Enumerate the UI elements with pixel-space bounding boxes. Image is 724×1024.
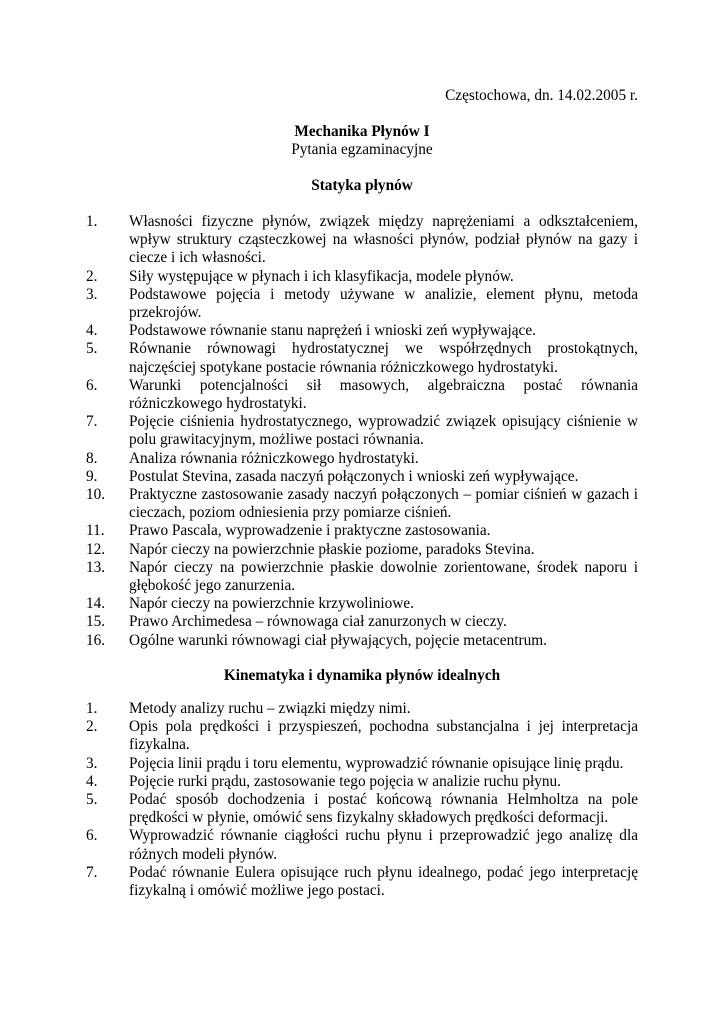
- question-number: 9.: [86, 467, 98, 485]
- list-item: [86, 322, 638, 340]
- list-item: [86, 486, 638, 522]
- question-number: 2.: [86, 267, 98, 285]
- question-number: 2.: [86, 718, 98, 736]
- question-number: 6.: [86, 827, 98, 845]
- question-text: Postulat Stevina, zasada naczyń połączonych i wnioski zeń wypływające.: [129, 467, 579, 485]
- question-number: 14.: [86, 595, 106, 613]
- document-subtitle: Pytania egzaminacyjne: [291, 141, 433, 158]
- question-number: 8.: [86, 449, 98, 467]
- question-text: Podstawowe równanie stanu naprężeń i wnioski zeń wypływające.: [129, 322, 536, 340]
- list-item: [86, 632, 638, 650]
- question-number: 5.: [86, 791, 98, 809]
- list-item: [86, 595, 638, 613]
- question-text: Prawo Pascala, wyprowadzenie i praktyczne zastosowania.: [129, 522, 491, 540]
- question-text: Warunki potencjalności sił masowych, algebraiczna postać równania różniczkowego hydrostatyki.: [129, 376, 638, 413]
- list-item: [86, 522, 638, 540]
- list-item: [86, 213, 638, 268]
- question-text: Napór cieczy na powierzchnie płaskie poziome, paradoks Stevina.: [129, 540, 535, 558]
- question-text: Analiza równania różniczkowego hydrostatyki.: [129, 449, 419, 467]
- question-text: Podać równanie Eulera opisujące ruch płynu idealnego, podać jego interpretację fizykalną i omówić możliwe jego postaci.: [129, 863, 638, 900]
- question-text: Pojęcie ciśnienia hydrostatycznego, wyprowadzić związek opisujący ciśnienie w polu grawitacyjnym, możliwe postaci równania.: [129, 413, 638, 449]
- list-item: [86, 791, 638, 827]
- question-list-statics: [86, 213, 638, 650]
- question-number: 3.: [86, 754, 98, 772]
- question-text: Pojęcie rurki prądu, zastosowanie tego pojęcia w analizie ruchu płynu.: [129, 772, 561, 790]
- list-item: [86, 613, 638, 631]
- list-item: [86, 700, 638, 718]
- list-item: [86, 450, 638, 468]
- list-item: [86, 268, 638, 286]
- question-text: Metody analizy ruchu – związki między nimi.: [129, 700, 411, 717]
- question-number: 5.: [86, 340, 98, 358]
- question-number: 3.: [86, 285, 98, 303]
- question-number: 1.: [86, 213, 98, 230]
- list-item: [86, 413, 638, 449]
- question-number: 1.: [86, 700, 98, 717]
- question-text: Wyprowadzić równanie ciągłości ruchu płynu i przeprowadzić jego analizę dla różnych modeli płynów.: [129, 827, 638, 863]
- list-item: [86, 827, 638, 863]
- question-text: Podać sposób dochodzenia i postać końcową równania Helmholtza na pole prędkości w płynie, omówić sens fizykalny składowych prędkości deformacji.: [129, 791, 638, 827]
- question-text: Równanie równowagi hydrostatycznej we współrzędnych prostokątnych, najczęściej spotykane postacie równania różniczkowego hydrostatyki.: [129, 340, 638, 376]
- question-text: Siły występujące w płynach i ich klasyfikacja, modele płynów.: [129, 267, 514, 285]
- question-text: Ogólne warunki równowagi ciał pływających, pojęcie metacentrum.: [129, 631, 547, 649]
- question-number: 7.: [86, 863, 98, 881]
- question-number: 10.: [86, 486, 106, 504]
- question-number: 7.: [86, 413, 98, 431]
- question-number: 15.: [86, 613, 106, 631]
- list-item: [86, 773, 638, 791]
- question-text: Napór cieczy na powierzchnie płaskie dowolnie zorientowane, środek naporu i głębokość jego zanurzenia.: [129, 558, 638, 595]
- section-heading-statics: Statyka płynów: [311, 177, 413, 194]
- list-item: [86, 541, 638, 559]
- list-item: [86, 718, 638, 754]
- question-text: Prawo Archimedesa – równowaga ciał zanurzonych w cieczy.: [129, 613, 507, 631]
- question-number: 4.: [86, 322, 98, 340]
- question-number: 16.: [86, 631, 106, 649]
- question-text: Pojęcia linii prądu i toru elementu, wyprowadzić równanie opisujące linię prądu.: [129, 754, 624, 772]
- question-number: 6.: [86, 376, 98, 394]
- list-item: [86, 340, 638, 376]
- question-text: Praktyczne zastosowanie zasady naczyń połączonych – pomiar ciśnień w gazach i cieczach, poziom odniesienia przy pomiarze ciśnień.: [129, 486, 638, 522]
- question-number: 12.: [86, 540, 106, 558]
- question-number: 13.: [86, 558, 106, 576]
- list-item: [86, 559, 638, 595]
- list-item: [86, 286, 638, 322]
- list-item: [86, 864, 638, 900]
- date-line: Częstochowa, dn. 14.02.2005 r.: [445, 87, 638, 104]
- section-heading-kinematics: Kinematyka i dynamika płynów idealnych: [223, 667, 501, 684]
- list-item: [86, 377, 638, 413]
- list-item: [86, 755, 638, 773]
- question-text: Własności fizyczne płynów, związek między naprężeniami a odkształceniem, wpływ struktury cząsteczkowej na własności płynów, podział płynów na gazy i ciecze i ich własności.: [129, 213, 638, 267]
- question-text: Napór cieczy na powierzchnie krzywoliniowe.: [129, 595, 414, 613]
- question-text: Podstawowe pojęcia i metody używane w analizie, element płynu, metoda przekrojów.: [129, 285, 638, 322]
- list-item: [86, 468, 638, 486]
- question-list-kinematics: [86, 700, 638, 900]
- document-title: Mechanika Płynów I: [294, 123, 430, 140]
- question-number: 11.: [86, 522, 105, 540]
- question-number: 4.: [86, 772, 98, 790]
- question-text: Opis pola prędkości i przyspieszeń, pochodna substancjalna i jej interpretacja fizykalna.: [129, 718, 638, 754]
